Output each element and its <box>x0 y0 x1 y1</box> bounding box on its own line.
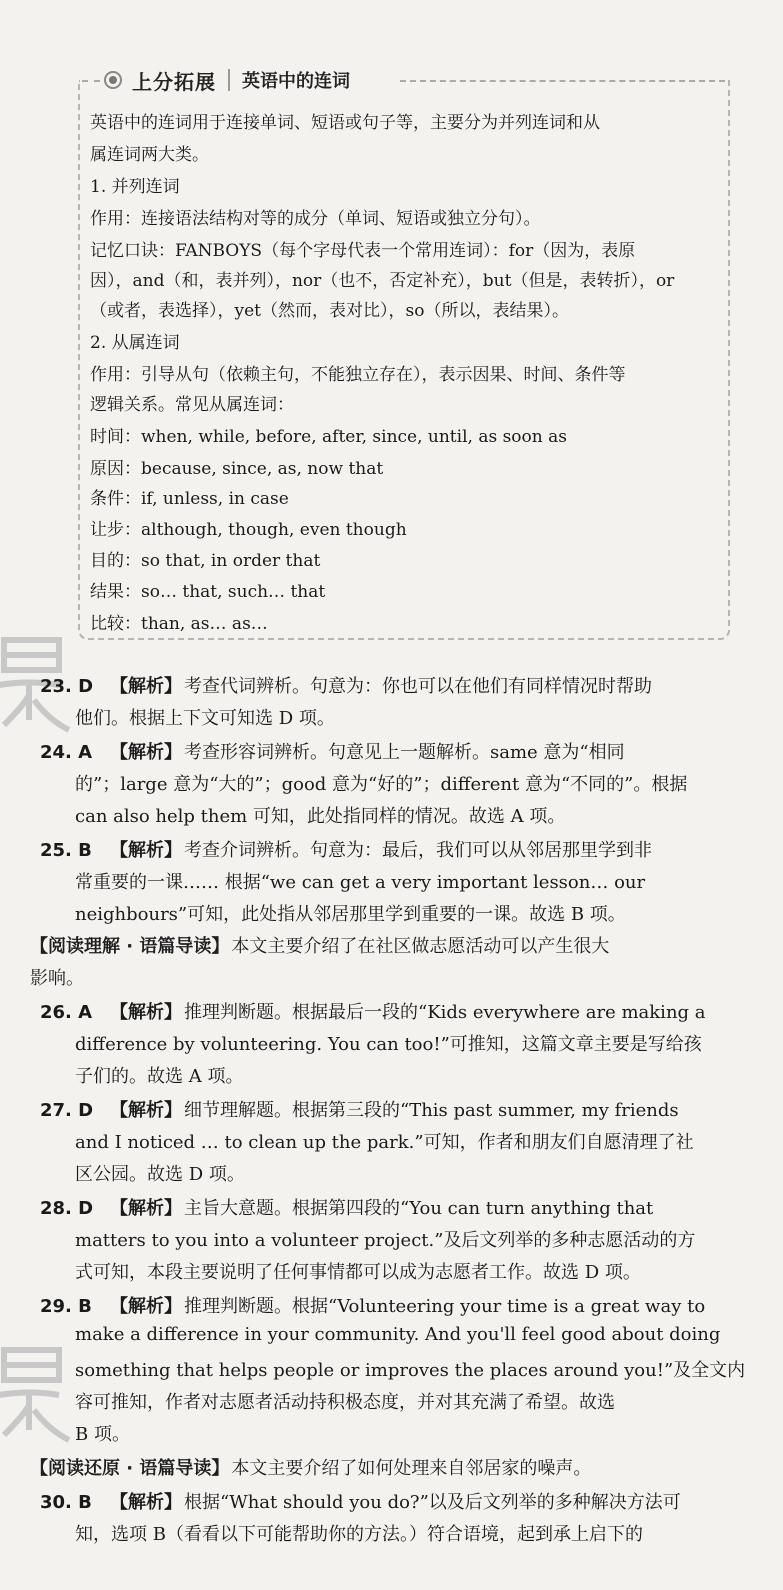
answer-text: 考查介词辨析。句意为：最后，我们可以从邻居那里学到非 <box>184 840 652 861</box>
box-line: 2. 从属连词 <box>90 333 180 353</box>
answer-23 <box>40 672 652 698</box>
question-number: 23. D <box>40 676 94 697</box>
answer-line: something that helps people or improves the places around you!”及全文内 <box>75 1360 746 1381</box>
reading-guide-2 <box>30 1454 591 1480</box>
answer-line: neighbours”可知，此处指从邻居那里学到重要的一课。故选 B 项。 <box>75 904 626 925</box>
analysis-tag: 【解析】 <box>110 676 182 697</box>
answer-line: difference by volunteering. You can too!”可推知，这篇文章主要是写给孩 <box>75 1034 702 1055</box>
box-line: 比较：than, as… as… <box>90 614 268 634</box>
section-line: 影响。 <box>30 968 84 989</box>
question-number: 27. D <box>40 1100 94 1121</box>
box-line: 因），and（和，表并列），nor（也不，否定补充），but（但是，表转折），or <box>90 271 675 291</box>
section-text: 本文主要介绍了在社区做志愿活动可以产生很大 <box>231 936 610 957</box>
answer-line: can also help them 可知，此处指同样的情况。故选 A 项。 <box>75 806 566 827</box>
analysis-tag: 【解析】 <box>110 840 182 861</box>
box-line: 记忆口诀：FANBOYS（每个字母代表一个常用连词）：for（因为，表原 <box>90 241 636 261</box>
extension-title: 上分拓展 <box>132 69 216 94</box>
answer-line: 区公园。故选 D 项。 <box>75 1164 245 1185</box>
box-line: （或者，表选择），yet（然而，表对比），so（所以，表结果）。 <box>90 301 569 321</box>
box-line: 时间：when, while, before, after, since, until, as soon as <box>90 427 567 447</box>
answer-25 <box>40 836 652 862</box>
answer-line: B 项。 <box>75 1424 130 1445</box>
question-number: 30. B <box>40 1492 92 1513</box>
box-line: 目的：so that, in order that <box>90 551 321 571</box>
question-number: 24. A <box>40 742 93 763</box>
box-line: 条件：if, unless, in case <box>90 489 289 509</box>
analysis-tag: 【解析】 <box>110 1100 182 1121</box>
answer-line: matters to you into a volunteer project.”及后文列举的多种志愿活动的方 <box>75 1230 696 1251</box>
question-number: 25. B <box>40 840 92 861</box>
box-line: 让步：although, though, even though <box>90 520 407 540</box>
box-line: 作用：引导从句（依赖主句，不能独立存在），表示因果、时间、条件等 <box>90 365 626 385</box>
analysis-tag: 【解析】 <box>110 1492 182 1513</box>
answer-text: 细节理解题。根据第三段的“This past summer, my friends <box>184 1100 679 1121</box>
question-number: 28. D <box>40 1198 94 1219</box>
answer-30 <box>40 1488 681 1514</box>
reading-guide-1 <box>30 932 609 958</box>
answer-26 <box>40 998 706 1024</box>
answer-line: 子们的。故选 A 项。 <box>75 1066 244 1087</box>
box-line: 属连词两大类。 <box>90 145 209 165</box>
answer-line: 常重要的一课…… 根据“we can get a very important lesson… our <box>75 872 646 893</box>
section-tag: 【阅读理解 · 语篇导读】 <box>30 936 230 957</box>
answer-text: 推理判断题。根据最后一段的“Kids everywhere are making a <box>184 1002 706 1023</box>
watermark-left-bottom <box>0 1340 74 1450</box>
answer-27 <box>40 1096 679 1122</box>
extension-box-header <box>104 66 350 94</box>
analysis-tag: 【解析】 <box>110 742 182 763</box>
box-line: 1. 并列连词 <box>90 177 180 197</box>
header-divider <box>228 69 230 91</box>
question-number: 29. B <box>40 1296 92 1317</box>
answer-line: make a difference in your community. And you'll feel good about doing <box>75 1324 721 1345</box>
answer-text: 主旨大意题。根据第四段的“You can turn anything that <box>184 1198 654 1219</box>
box-line: 英语中的连词用于连接单词、短语或句子等，主要分为并列连词和从 <box>90 113 600 133</box>
box-line: 原因：because, since, as, now that <box>90 459 384 479</box>
answer-line: 他们。根据上下文可知选 D 项。 <box>75 708 335 729</box>
section-tag: 【阅读还原 · 语篇导读】 <box>30 1458 230 1479</box>
answer-line: 容可推知，作者对志愿者活动持积极态度，并对其充满了希望。故选 <box>75 1392 615 1413</box>
answer-text: 考查形容词辨析。句意见上一题解析。same 意为“相同 <box>184 742 625 763</box>
extension-subtitle: 英语中的连词 <box>242 71 350 92</box>
analysis-tag: 【解析】 <box>110 1296 182 1317</box>
answer-text: 根据“What should you do?”以及后文列举的多种解决方法可 <box>184 1492 681 1513</box>
answer-line: 的”；large 意为“大的”；good 意为“好的”；different 意为“不同的”。根据 <box>75 774 688 795</box>
section-text: 本文主要介绍了如何处理来自邻居家的噪声。 <box>231 1458 592 1479</box>
answer-line: and I noticed … to clean up the park.”可知，作者和朋友们自愿清理了社 <box>75 1132 694 1153</box>
answer-text: 考查代词辨析。句意为：你也可以在他们有同样情况时帮助 <box>184 676 652 697</box>
answer-line: 知，选项 B（看看以下可能帮助你的方法。）符合语境，起到承上启下的 <box>75 1524 643 1545</box>
answer-text: 推理判断题。根据“Volunteering your time is a great way to <box>184 1296 706 1317</box>
box-line: 逻辑关系。常见从属连词： <box>90 395 294 415</box>
target-icon <box>104 71 122 89</box>
question-number: 26. A <box>40 1002 93 1023</box>
box-line: 结果：so… that, such… that <box>90 582 326 602</box>
answer-24 <box>40 738 625 764</box>
box-line: 作用：连接语法结构对等的成分（单词、短语或独立分句）。 <box>90 209 541 229</box>
analysis-tag: 【解析】 <box>110 1198 182 1219</box>
answer-29 <box>40 1292 705 1318</box>
analysis-tag: 【解析】 <box>110 1002 182 1023</box>
answer-28 <box>40 1194 653 1220</box>
answer-line: 式可知，本段主要说明了任何事情都可以成为志愿者工作。故选 D 项。 <box>75 1262 641 1283</box>
